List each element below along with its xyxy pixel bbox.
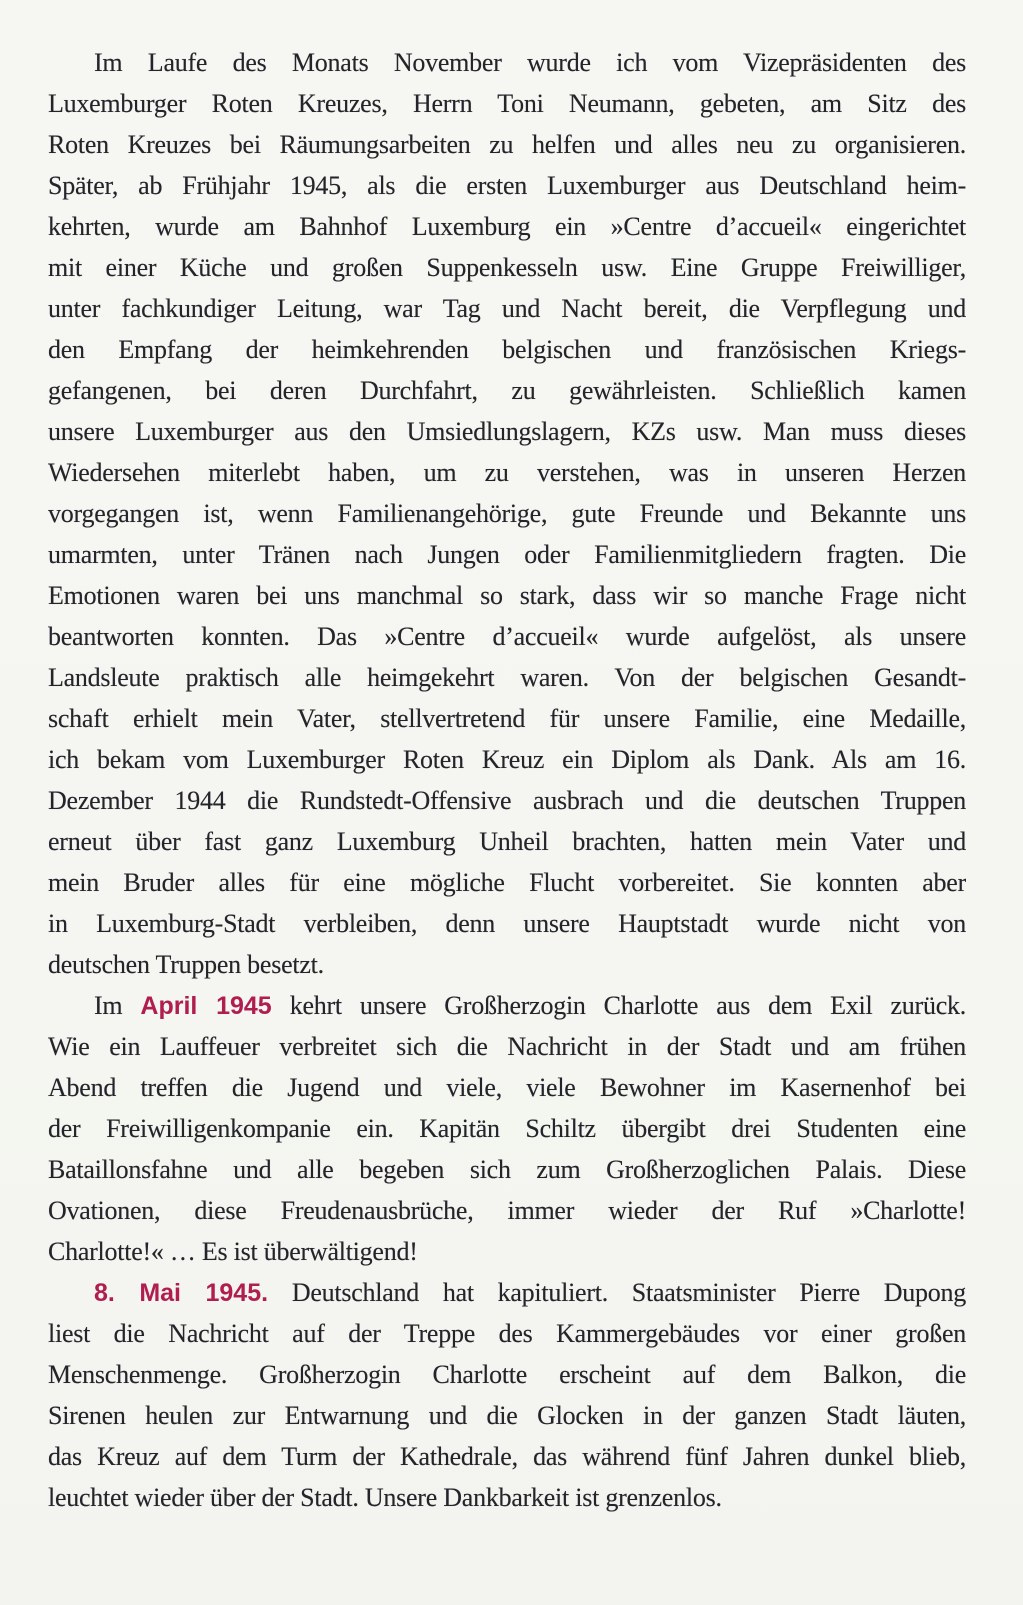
text-segment: Roten Kreuzes bei Räumungsarbeiten zu helfen und alles neu zu organisieren.: [48, 130, 966, 159]
text-segment: unsere Luxemburger aus den Umsiedlungslagern, KZs usw. Man muss dieses: [48, 417, 966, 446]
text-segment: Landsleute praktisch alle heimgekehrt waren. Von der belgischen Gesandt-: [48, 663, 966, 692]
text-segment: liest die Nachricht auf der Treppe des Kammergebäudes vor einer großen: [48, 1319, 966, 1348]
text-line: [48, 247, 966, 288]
text-line: [48, 1477, 966, 1518]
text-segment: in Luxemburg-Stadt verbleiben, denn unsere Hauptstadt wurde nicht von: [48, 909, 966, 938]
text-line: [48, 575, 966, 616]
text-segment: erneut über fast ganz Luxemburg Unheil brachten, hatten mein Vater und: [48, 827, 966, 856]
text-segment: umarmten, unter Tränen nach Jungen oder Familienmitgliedern fragten. Die: [48, 540, 966, 569]
text-segment: mein Bruder alles für eine mögliche Flucht vorbereitet. Sie konnten aber: [48, 868, 966, 897]
text-segment: Wiedersehen miterlebt haben, um zu verstehen, was in unseren Herzen: [48, 458, 966, 487]
text-segment: Menschenmenge. Großherzogin Charlotte erscheint auf dem Balkon, die: [48, 1360, 966, 1389]
text-line: [48, 739, 966, 780]
text-line: [48, 821, 966, 862]
text-line: [48, 780, 966, 821]
text-segment: deutschen Truppen besetzt.: [48, 950, 324, 979]
text-line: [48, 1313, 966, 1354]
paragraph: [48, 42, 966, 985]
paragraph: [48, 985, 966, 1272]
text-segment: den Empfang der heimkehrenden belgischen und französischen Kriegs-: [48, 335, 966, 364]
text-line: [48, 862, 966, 903]
text-line: [48, 1067, 966, 1108]
text-segment: Abend treffen die Jugend und viele, viele Bewohner im Kasernenhof bei: [48, 1073, 966, 1102]
text-line: [48, 452, 966, 493]
text-segment: unter fachkundiger Leitung, war Tag und Nacht bereit, die Verpflegung und: [48, 294, 966, 323]
text-line: [48, 329, 966, 370]
date-highlight: 8. Mai 1945.: [94, 1279, 269, 1307]
text-line: [48, 288, 966, 329]
text-line: [48, 944, 966, 985]
text-segment: kehrt unsere Großherzogin Charlotte aus dem Exil zurück.: [271, 991, 966, 1020]
text-line: [48, 616, 966, 657]
text-line: [48, 124, 966, 165]
text-segment: Im Laufe des Monats November wurde ich vom Vizepräsidenten des: [94, 48, 966, 77]
text-line: [48, 1026, 966, 1067]
text-line: [48, 370, 966, 411]
text-line: [48, 534, 966, 575]
text-segment: ich bekam vom Luxemburger Roten Kreuz ein Diplom als Dank. Als am 16.: [48, 745, 966, 774]
text-line: [48, 698, 966, 739]
text-segment: Wie ein Lauffeuer verbreitet sich die Nachricht in der Stadt und am frühen: [48, 1032, 966, 1061]
text-line: [48, 1190, 966, 1231]
text-segment: gefangenen, bei deren Durchfahrt, zu gewährleisten. Schließlich kamen: [48, 376, 966, 405]
text-segment: Im: [94, 991, 141, 1020]
text-line: [48, 1108, 966, 1149]
text-segment: beantworten konnten. Das »Centre d’accueil« wurde aufgelöst, als unsere: [48, 622, 966, 651]
text-line: [48, 903, 966, 944]
paragraph: [48, 1272, 966, 1518]
text-line: [48, 657, 966, 698]
text-segment: Charlotte!« … Es ist überwältigend!: [48, 1237, 418, 1266]
text-segment: schaft erhielt mein Vater, stellvertretend für unsere Familie, eine Medaille,: [48, 704, 966, 733]
text-line: [48, 206, 966, 247]
text-line: [48, 1395, 966, 1436]
text-line: [48, 1272, 966, 1313]
text-line: [48, 83, 966, 124]
text-line: [48, 1436, 966, 1477]
text-segment: Später, ab Frühjahr 1945, als die ersten Luxemburger aus Deutschland heim-: [48, 171, 966, 200]
text-line: [48, 1149, 966, 1190]
text-segment: leuchtet wieder über der Stadt. Unsere Dankbarkeit ist grenzenlos.: [48, 1483, 722, 1512]
text-segment: der Freiwilligenkompanie ein. Kapitän Schiltz übergibt drei Studenten eine: [48, 1114, 966, 1143]
text-segment: Bataillonsfahne und alle begeben sich zum Großherzoglichen Palais. Diese: [48, 1155, 966, 1184]
text-line: [48, 42, 966, 83]
text-segment: vorgegangen ist, wenn Familienangehörige, gute Freunde und Bekannte uns: [48, 499, 966, 528]
text-segment: Ovationen, diese Freudenausbrüche, immer wieder der Ruf »Charlotte!: [48, 1196, 966, 1225]
text-segment: Luxemburger Roten Kreuzes, Herrn Toni Neumann, gebeten, am Sitz des: [48, 89, 966, 118]
text-segment: das Kreuz auf dem Turm der Kathedrale, das während fünf Jahren dunkel blieb,: [48, 1442, 966, 1471]
text-segment: kehrten, wurde am Bahnhof Luxemburg ein »Centre d’accueil« eingerichtet: [48, 212, 966, 241]
text-segment: Deutschland hat kapituliert. Staatsminister Pierre Dupong: [268, 1278, 966, 1307]
text-line: [48, 165, 966, 206]
text-segment: Dezember 1944 die Rundstedt-Offensive ausbrach und die deutschen Truppen: [48, 786, 966, 815]
text-segment: Sirenen heulen zur Entwarnung und die Glocken in der ganzen Stadt läuten,: [48, 1401, 966, 1430]
date-highlight: April 1945: [140, 992, 272, 1020]
text-segment: mit einer Küche und großen Suppenkesseln usw. Eine Gruppe Freiwilliger,: [48, 253, 966, 282]
text-line: [48, 1231, 966, 1272]
text-line: [48, 493, 966, 534]
text-line: [48, 985, 966, 1026]
text-line: [48, 411, 966, 452]
text-line: [48, 1354, 966, 1395]
text-segment: Emotionen waren bei uns manchmal so stark, dass wir so manche Frage nicht: [48, 581, 966, 610]
